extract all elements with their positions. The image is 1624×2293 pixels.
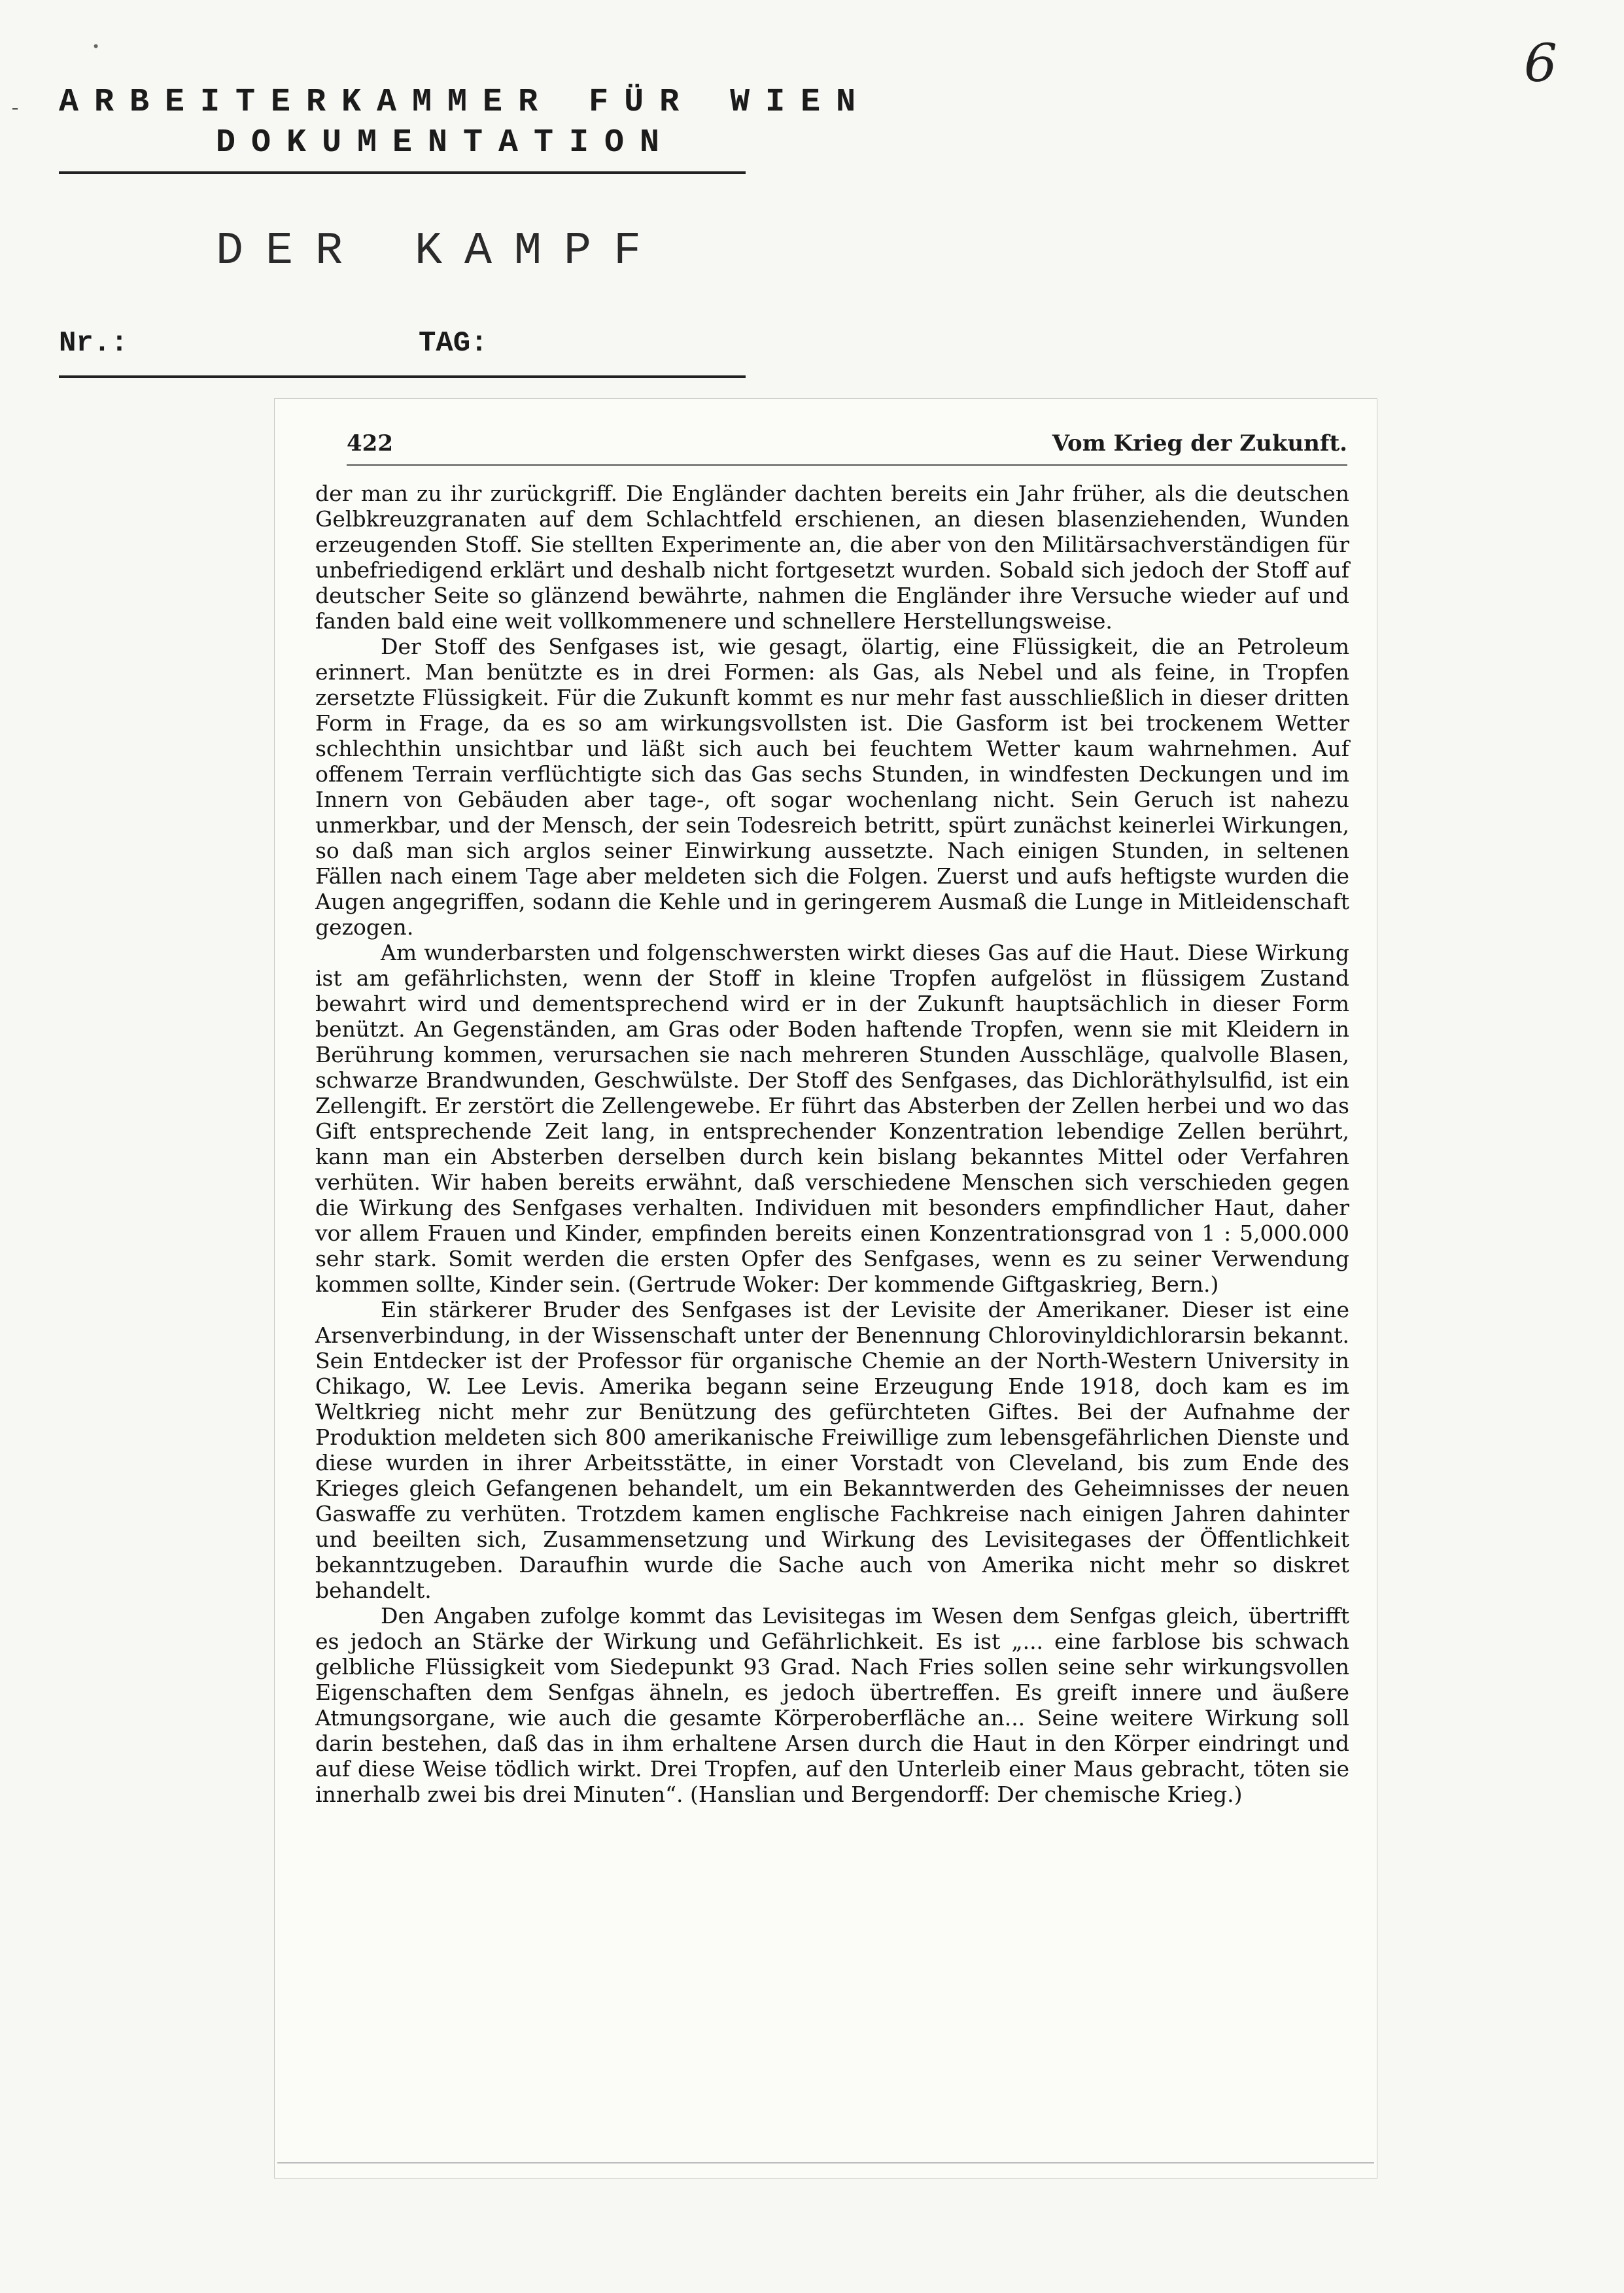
clipping-header <box>347 419 1347 466</box>
paragraph: der man zu ihr zurückgriff. Die Engländer dachten bereits ein Jahr früher, als die deutschen Gelbkreuzgranaten auf dem Schlachtfeld erschienen, an diesen blasenziehenden, Wunden erzeugenden Stoff. Sie stellten Experimente an, die aber von den Militärsachverständigen für unbefriedigend erklärt und deshalb nicht fortgesetzt wurden. Sobald sich jedoch der Stoff auf deutscher Seite so glänzend bewährte, nahmen die Engländer ihre Versuche wieder auf und fanden bald eine weit vollkommenere und schnellere Herstellungsweise. <box>315 481 1349 634</box>
paragraph: Den Angaben zufolge kommt das Levisitegas im Wesen dem Senfgas gleich, übertrifft es jedoch an Stärke der Wirkung und Gefährlichkeit. Es ist „... eine farblose bis schwach gelbliche Flüssigkeit vom Siedepunkt 93 Grad. Nach Fries sollen seine sehr wirkungsvollen Eigenschaften dem Senfgas ähneln, es jedoch übertreffen. Es greift innere und äußere Atmungsorgane, wie auch die gesamte Körperoberfläche an... Seine weitere Wirkung soll darin bestehen, daß das in ihm erhaltene Arsen durch die Haut in den Körper eindringt und auf diese Weise tödlich wirkt. Drei Tropfen, auf den Unterleib einer Maus gebracht, töten sie innerhalb zwei bis drei Minuten“. (Hanslian und Bergendorff: Der chemische Krieg.) <box>315 1603 1349 1807</box>
issue-number-label: Nr.: <box>59 327 128 360</box>
clipping-body <box>315 481 1349 1807</box>
paragraph: Ein stärkerer Bruder des Senfgases ist der Levisite der Amerikaner. Dieser ist eine Arsenverbindung, in der Wissenschaft unter der Benennung Chlorovinyldichlorarsin bekannt. Sein Entdecker ist der Professor für organische Chemie an der North-Western University in Chikago, W. Lee Levis. Amerika begann seine Erzeugung Ende 1918, doch kam es im Weltkrieg nicht mehr zur Benützung des gefürchteten Giftes. Bei der Aufnahme der Produktion meldeten sich 800 amerikanische Freiwillige zum lebensgefährlichen Dienste und diese wurden in ihrer Arbeitsstätte, in einer Vorstadt von Cleveland, bis zum Ende des Krieges gleich Gefangenen behandelt, um ein Bekanntwerden des Geheimnisses der neuen Gaswaffe zu verhüten. Trotzdem kamen englische Fachkreise nach einigen Jahren dahinter und beeilten sich, Zusammensetzung und Wirkung des Levisitegases der Öffentlichkeit bekanntzugeben. Daraufhin wurde die Sache auch von Amerika nicht mehr so diskret behandelt. <box>315 1297 1349 1603</box>
publication-title: DER KAMPF <box>216 226 664 277</box>
clipping-bottom-edge <box>277 2162 1374 2164</box>
organization-title: ARBEITERKAMMER FÜR WIEN <box>59 84 872 121</box>
department-title: DOKUMENTATION <box>216 124 676 162</box>
scan-speck: • <box>92 39 101 56</box>
margin-mark: - <box>9 98 22 120</box>
meta-divider <box>59 375 746 378</box>
handwritten-page-number: 6 <box>1524 33 1557 94</box>
clipping-page-number: 422 <box>347 430 393 457</box>
paragraph: Der Stoff des Senfgases ist, wie gesagt, ölartig, eine Flüssigkeit, die an Petroleum erinnert. Man benützte es in drei Formen: als Gas, als Nebel und als feine, in Tropfen zersetzte Flüssigkeit. Für die Zukunft kommt es nur mehr fast ausschließlich in dieser dritten Form in Frage, da es so am wirkungsvollsten ist. Die Gasform ist bei trockenem Wetter schlechthin unsichtbar und läßt sich auch bei feuchtem Wetter kaum wahrnehmen. Auf offenem Terrain verflüchtigte sich das Gas sechs Stunden, in windfesten Deckungen und im Innern von Gebäuden aber tage-, oft sogar wochenlang nicht. Sein Geruch ist nahezu unmerkbar, und der Mensch, der sein Todesreich betritt, spürt zunächst keinerlei Wirkungen, so daß man sich arglos seiner Einwirkung aussetzte. Nach einigen Stunden, in seltenen Fällen nach einem Tage aber meldeten sich die Folgen. Zuerst und aufs heftigste wurden die Augen angegriffen, sodann die Kehle und in geringerem Ausmaß die Lunge in Mitleidenschaft gezogen. <box>315 634 1349 940</box>
date-label: TAG: <box>419 327 488 360</box>
paragraph: Am wunderbarsten und folgenschwersten wirkt dieses Gas auf die Haut. Diese Wirkung ist am gefährlichsten, wenn der Stoff in kleine Tropfen aufgelöst in flüssigem Zustand bewahrt wird und dementsprechend wird er in der Zukunft hauptsächlich in dieser Form benützt. An Gegenständen, am Gras oder Boden haftende Tropfen, wenn sie mit Kleidern in Berührung kommen, verursachen sie nach mehreren Stunden Ausschläge, qualvolle Blasen, schwarze Brandwunden, Geschwülste. Der Stoff des Senfgases, das Dichloräthylsulfid, ist ein Zellengift. Er zerstört die Zellengewebe. Er führt das Absterben der Zellen herbei und wo das Gift entsprechende Zeit lang, in entsprechender Konzentration lebendige Zellen berührt, kann man ein Absterben derselben durch kein bislang bekanntes Mittel oder Verfahren verhüten. Wir haben bereits erwähnt, daß verschiedene Menschen sich verschieden gegen die Wirkung des Senfgases verhalten. Individuen mit besonders empfindlicher Haut, daher vor allem Frauen und Kinder, empfinden bereits einen Konzentrationsgrad von 1 : 5,000.000 sehr stark. Somit werden die ersten Opfer des Senfgases, wenn es zu seiner Verwendung kommen sollte, Kinder sein. (Gertrude Woker: Der kommende Giftgaskrieg, Bern.) <box>315 940 1349 1297</box>
newspaper-clipping <box>275 399 1377 2178</box>
header-divider <box>59 171 746 174</box>
clipping-running-head: Vom Krieg der Zukunft. <box>1052 430 1347 457</box>
